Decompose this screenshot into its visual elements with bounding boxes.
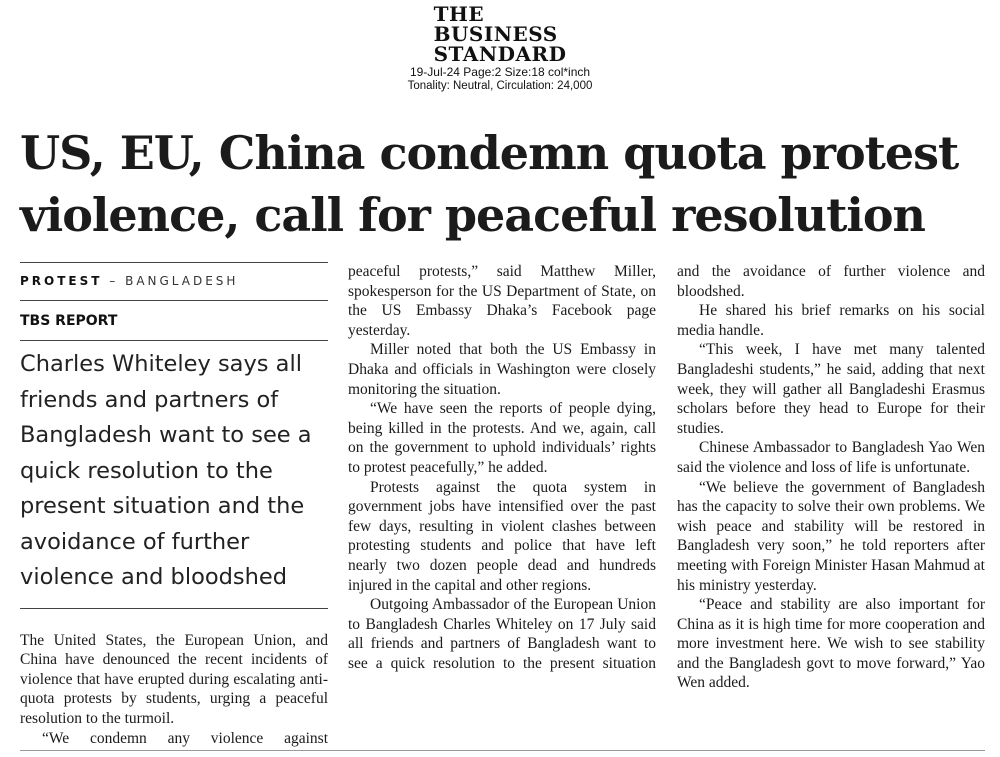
paragraph: Outgoing Ambassador of the European Union to Bangladesh Charles Whiteley on 17 July said all friends and partners of Bangladesh want to see a quick resolution to the present situation <box>348 596 656 672</box>
logo-line-1: THE <box>433 2 485 26</box>
column-1-body <box>20 631 328 749</box>
kicker <box>20 263 328 300</box>
paragraph: “This week, I have met many talented Bangladeshi students,” he said, adding that next week, they will gather all Bangladeshi Erasmus scholars before they head to Europe for their studies. <box>677 341 985 437</box>
headline: US, EU, China condemn quota protest violence, call for peaceful resolution <box>20 126 959 242</box>
paragraph: Miller noted that both the US Embassy in Dhaka and officials in Washington were closely monitoring the situation. <box>348 341 656 398</box>
bottom-divider <box>20 750 985 751</box>
masthead <box>0 4 1000 93</box>
divider <box>20 608 328 609</box>
kicker-topic: BANGLADESH <box>125 274 239 288</box>
logo-line-2: BUSINESS <box>433 22 558 46</box>
column-3 <box>677 262 985 693</box>
paragraph: “We believe the government of Bangladesh has the capacity to solve their own problems. We wish peace and stability will be restored in Bangladesh very soon,” he told reporters after meeting with Foreign Minister Hasan Mahmud at his ministry yesterday. <box>677 478 985 594</box>
paragraph: Chinese Ambassador to Bangladesh Yao Wen said the violence and loss of life is unfortunate. <box>677 439 985 476</box>
kicker-section: PROTEST <box>20 274 103 288</box>
newspaper-logo <box>434 4 567 64</box>
pull-quote: Charles Whiteley says all friends and partners of Bangladesh want to see a quick resolution to the present situation and the avoidance of further violence and bloodshed <box>20 351 312 591</box>
paragraph: Protests against the quota system in government jobs have intensified over the past few days, resulting in violent clashes between protesting students and police that have left nearly two dozen people dead and hundreds injured in the capital and other regions. <box>348 478 656 594</box>
publication-info: 19-Jul-24 Page:2 Size:18 col*inch <box>409 65 591 79</box>
tonality-info: Tonality: Neutral, Circulation: 24,000 <box>407 80 593 92</box>
logo-line-3: STANDARD <box>433 42 567 66</box>
byline: TBS REPORT <box>20 312 118 329</box>
paragraph: “Peace and stability are also important for China as it is high time for more cooperation and more investment here. We wish to see stability and the Bangladesh govt to move forward,” Yao Wen added. <box>677 596 985 692</box>
paragraph: The United States, the European Union, and China have denounced the recent incidents of violence that have erupted during escalating anti-quota protests by students, urging a peaceful resolution to the turmoil. <box>20 631 328 728</box>
column-2 <box>348 262 656 673</box>
paragraph: He shared his brief remarks on his social media handle. <box>677 302 985 339</box>
paragraph: “We condemn any violence against <box>42 729 328 747</box>
column-1 <box>20 262 328 748</box>
paragraph: peaceful protests,” said Matthew Miller, spokesperson for the US Department of State, on the US Embassy Dhaka’s Facebook page yesterday. <box>348 263 656 339</box>
paragraph: and the avoidance of further violence and bloodshed. <box>677 263 985 300</box>
paragraph: “We have seen the reports of people dying, being killed in the protests. And we, again, call on the government to uphold individuals’ rights to protest peacefully,” he added. <box>348 400 656 476</box>
kicker-separator: – <box>102 274 126 288</box>
